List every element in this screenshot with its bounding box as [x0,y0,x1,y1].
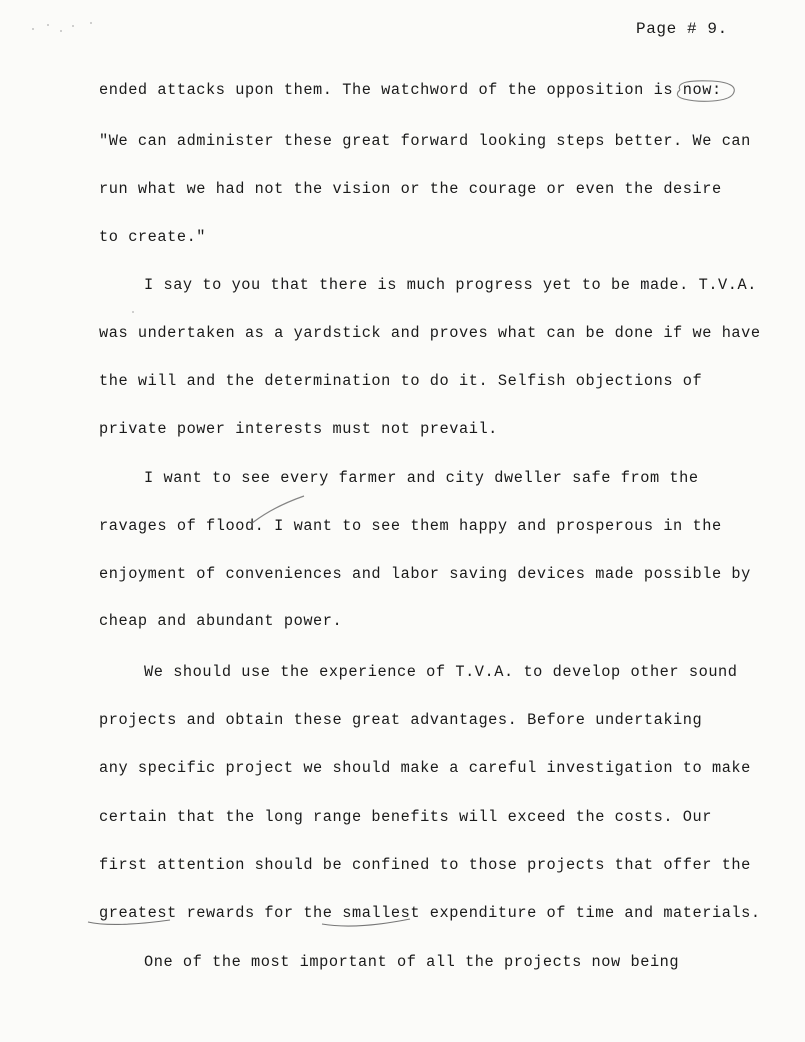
text-line: run what we had not the vision or the courage or even the desire [99,180,722,198]
text-line: "We can administer these great forward looking steps better. We can [99,132,751,150]
text-line: certain that the long range benefits will exceed the costs. Our [99,808,712,826]
page-number: Page # 9. [636,20,728,38]
text-line: to create." [99,228,207,246]
text-line: enjoyment of conveniences and labor saving devices made possible by [99,565,751,583]
text-line: first attention should be confined to those projects that offer the [99,856,751,874]
text-line: cheap and abundant power. [99,612,343,630]
text-line: I want to see every farmer and city dweller safe from the [144,469,699,487]
text-line: ravages of flood. I want to see them happy and prosperous in the [99,517,722,535]
text-line: greatest rewards for the smallest expenditure of time and materials. [99,904,761,922]
text-line: projects and obtain these great advantages. Before undertaking [99,711,703,729]
text-line: any specific project we should make a careful investigation to make [99,759,751,777]
text-line: One of the most important of all the projects now being [144,953,680,971]
text-line: private power interests must not prevail. [99,420,498,438]
text-line: I say to you that there is much progress yet to be made. T.V.A. [144,276,757,294]
text-line: was undertaken as a yardstick and proves what can be done if we have [99,324,761,342]
text-line: ended attacks upon them. The watchword of the opposition is now: [99,81,722,99]
text-line: the will and the determination to do it. Selfish objections of [99,372,703,390]
text-line: We should use the experience of T.V.A. to develop other sound [144,663,738,681]
